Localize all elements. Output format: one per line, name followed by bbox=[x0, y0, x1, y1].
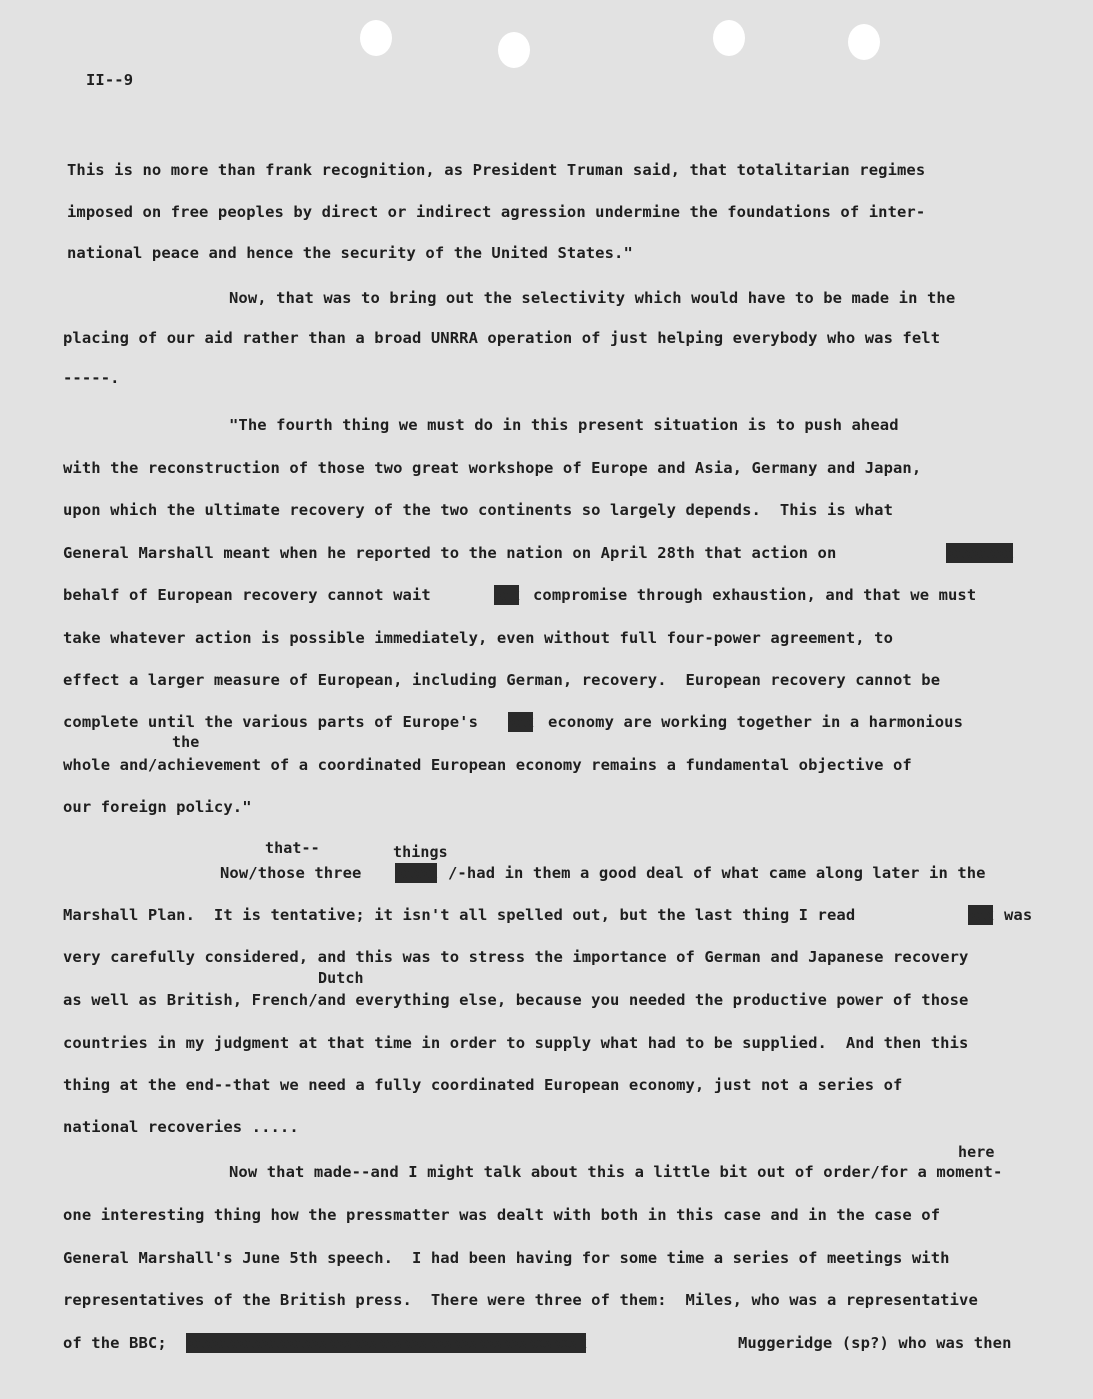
punch-hole bbox=[713, 20, 745, 56]
text-line: thing at the end--that we need a fully coordinated European economy, just not a series of bbox=[63, 1076, 903, 1094]
struck-out-text: xxx bbox=[508, 713, 533, 731]
punch-hole bbox=[848, 24, 880, 60]
handwritten-insertion: Dutch bbox=[318, 969, 364, 987]
text-line: with the reconstruction of those two great workshope of Europe and Asia, Germany and Japan, bbox=[63, 459, 922, 477]
struck-out-text: xxx bbox=[494, 586, 519, 604]
text-line: national peace and hence the security of the United States." bbox=[67, 244, 633, 262]
punch-hole bbox=[498, 32, 530, 68]
text-line: behalf of European recovery cannot wait bbox=[63, 586, 431, 604]
text-line: placing of our aid rather than a broad UNRRA operation of just helping everybody who was felt bbox=[63, 329, 941, 347]
struck-out-text: xxxxxxxxxxxxxxxxxxxxxxxxxxxxxxxxxxxxxxxxxxxxxxxx bbox=[186, 1334, 586, 1352]
text-line: representatives of the British press. There were three of them: Miles, who was a representative bbox=[63, 1291, 978, 1309]
text-line: Now that made--and I might talk about this a little bit out of order/for a moment- bbox=[229, 1163, 1003, 1181]
text-line: -----. bbox=[63, 369, 120, 387]
text-line: as well as British, French/and everything else, because you needed the productive power of those bbox=[63, 991, 969, 1009]
text-line: whole and/achievement of a coordinated European economy remains a fundamental objective of bbox=[63, 756, 912, 774]
handwritten-insertion: things bbox=[393, 843, 448, 861]
text-line: /-had in them a good deal of what came along later in the bbox=[448, 864, 986, 882]
struck-out-text: xxx bbox=[968, 906, 993, 924]
text-line: General Marshall's June 5th speech. I had been having for some time a series of meetings with bbox=[63, 1249, 950, 1267]
text-line: national recoveries ..... bbox=[63, 1118, 299, 1136]
text-line: compromise through exhaustion, and that we must bbox=[533, 586, 977, 604]
text-line: of the BBC; bbox=[63, 1334, 167, 1352]
text-line: Marshall Plan. It is tentative; it isn't all spelled out, but the last thing I read bbox=[63, 906, 856, 924]
text-line: Muggeridge (sp?) who was then bbox=[738, 1334, 1012, 1352]
text-line: Now, that was to bring out the selectivity which would have to be made in the bbox=[229, 289, 956, 307]
text-line: take whatever action is possible immediately, even without full four-power agreement, to bbox=[63, 629, 893, 647]
handwritten-insertion: here bbox=[958, 1143, 995, 1161]
text-line: complete until the various parts of Europe's bbox=[63, 713, 478, 731]
struck-out-text: xxxxx bbox=[395, 864, 437, 882]
text-line: effect a larger measure of European, including German, recovery. European recovery cannot be bbox=[63, 671, 941, 689]
text-line: countries in my judgment at that time in order to supply what had to be supplied. And then this bbox=[63, 1034, 969, 1052]
text-line: Now/those three bbox=[220, 864, 362, 882]
text-line: was bbox=[1004, 906, 1033, 924]
text-line: General Marshall meant when he reported to the nation on April 28th that action on bbox=[63, 544, 837, 562]
text-line: "The fourth thing we must do in this present situation is to push ahead bbox=[229, 416, 899, 434]
text-line: very carefully considered, and this was to stress the importance of German and Japanese recovery bbox=[63, 948, 969, 966]
struck-out-text: xxxxxxxx bbox=[946, 544, 1013, 562]
page-number: II--9 bbox=[86, 71, 134, 89]
text-line: economy are working together in a harmonious bbox=[548, 713, 963, 731]
text-line: This is no more than frank recognition, as President Truman said, that totalitarian regimes bbox=[67, 161, 926, 179]
punch-hole bbox=[360, 20, 392, 56]
handwritten-insertion: that-- bbox=[265, 839, 320, 857]
text-line: imposed on free peoples by direct or indirect agression undermine the foundations of inter- bbox=[67, 203, 926, 221]
text-line: upon which the ultimate recovery of the two continents so largely depends. This is what bbox=[63, 501, 893, 519]
handwritten-insertion: the bbox=[172, 733, 200, 751]
text-line: one interesting thing how the pressmatter was dealt with both in this case and in the case of bbox=[63, 1206, 941, 1224]
text-line: our foreign policy." bbox=[63, 798, 252, 816]
